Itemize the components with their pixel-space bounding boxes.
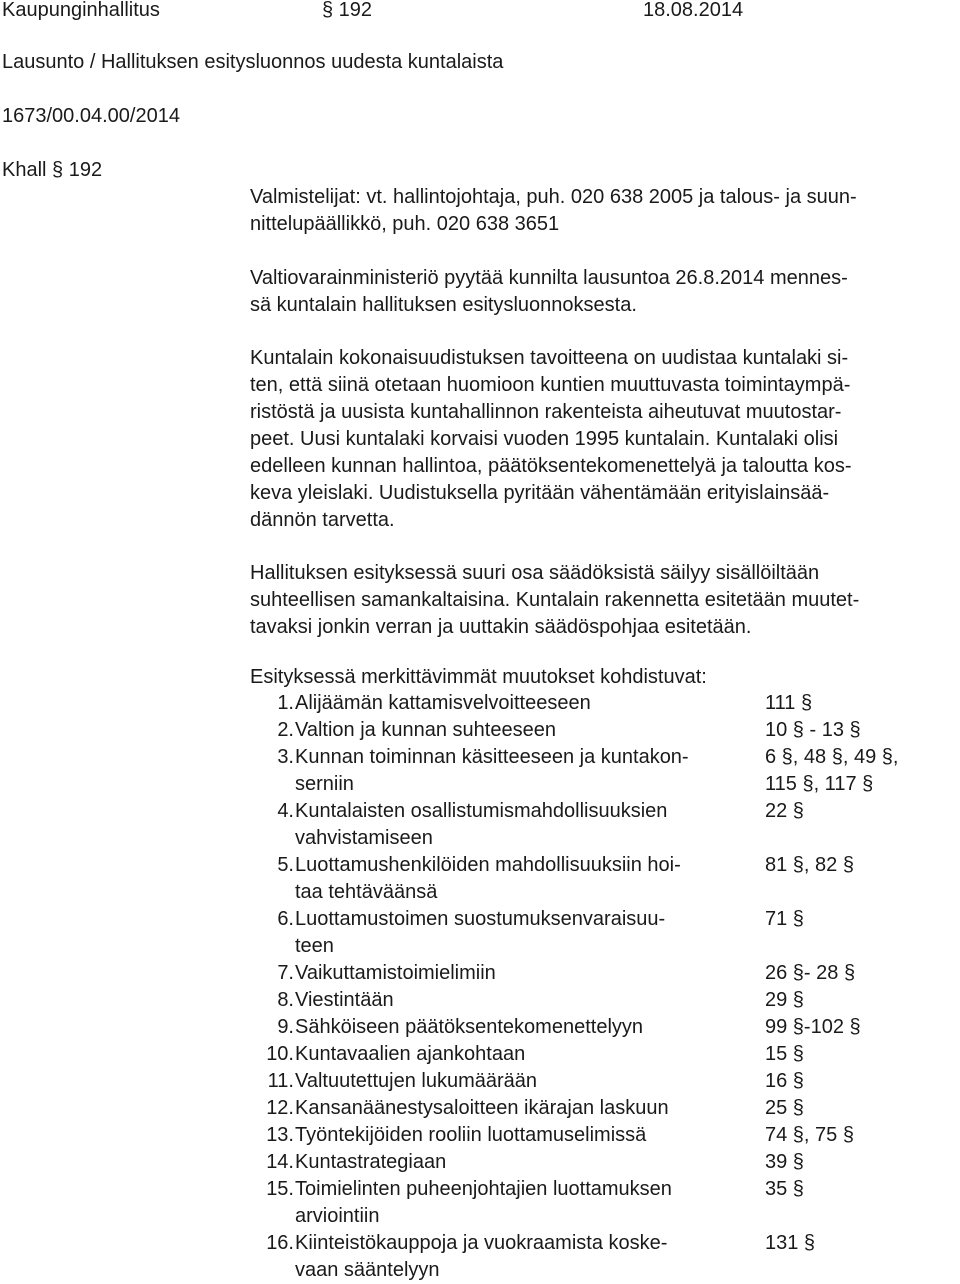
list-item-text: [295, 1068, 765, 1095]
list-item: [250, 744, 950, 798]
meeting-reference: Khall § 192: [2, 159, 103, 181]
list-item-section-ref: [765, 798, 950, 852]
list-item: [250, 1122, 950, 1149]
section-ref-line: 131 §: [765, 1232, 816, 1254]
request-paragraph: [250, 265, 950, 319]
section-ref-line: 26 §- 28 §: [765, 962, 856, 984]
section-ref-line: 81 §, 82 §: [765, 854, 854, 876]
paragraph-line: peet. Uusi kuntalaki korvaisi vuoden 1995 kuntalain. Kuntalaki olisi: [250, 428, 839, 450]
list-item-number: 13.: [266, 1124, 294, 1146]
paragraph-line: keva yleislaki. Uudistuksella pyritään vähentämään erityislainsää-: [250, 482, 830, 504]
list-item-section-ref: [765, 717, 950, 744]
list-item-number: 7.: [277, 962, 294, 984]
list-item-text-line: Vaikuttamistoimielimiin: [295, 962, 496, 984]
paragraph-line: Valmistelijat: vt. hallintojohtaja, puh. 020 638 2005 ja talous- ja suun-: [250, 186, 857, 208]
paragraph-line: ristöstä ja uusista kuntahallinnon rakenteista aiheutuvat muutostar-: [250, 401, 842, 423]
list-item-number: 3.: [277, 746, 294, 768]
paragraph-line: Valtiovarainministeriö pyytää kunnilta lausuntoa 26.8.2014 mennes-: [250, 267, 848, 289]
list-item-text-line: Sähköiseen päätöksentekomenettelyyn: [295, 1016, 644, 1038]
list-item-text-line: Kuntalaisten osallistumismahdollisuuksien: [295, 800, 668, 822]
list-item-section-ref: [765, 852, 950, 906]
section-ref-line: 39 §: [765, 1151, 804, 1173]
list-item-text-line: Toimielinten puheenjohtajien luottamuksen: [295, 1178, 672, 1200]
list-item: [250, 960, 950, 987]
list-item: [250, 1014, 950, 1041]
list-item-number: 5.: [277, 854, 294, 876]
list-item-text-line: Työntekijöiden rooliin luottamuselimissä: [295, 1124, 647, 1146]
section-ref-line: 10 § - 13 §: [765, 719, 861, 741]
list-item-text: [295, 1014, 765, 1041]
preparers-paragraph: [250, 184, 950, 238]
paragraph-line: dännön tarvetta.: [250, 509, 395, 531]
list-item: [250, 1095, 950, 1122]
list-item-text: [295, 1122, 765, 1149]
list-item-text-line: teen: [295, 935, 334, 957]
list-item-section-ref: [765, 1041, 950, 1068]
structure-paragraph: [250, 560, 950, 641]
list-item-text: [295, 744, 765, 798]
paragraph-line: ten, että siinä otetaan huomioon kuntien muuttuvasta toimintaympä-: [250, 374, 851, 396]
list-item-section-ref: [765, 1014, 950, 1041]
list-item-section-ref: [765, 1095, 950, 1122]
paragraph-line: edelleen kunnan hallintoa, päätöksentekomenettelyä ja taloutta kos-: [250, 455, 852, 477]
list-item-number: 2.: [277, 719, 294, 741]
section-ref-line: 71 §: [765, 908, 804, 930]
paragraph-line: nittelupäällikkö, puh. 020 638 3651: [250, 213, 560, 235]
section-ref-line: 74 §, 75 §: [765, 1124, 854, 1146]
list-item-text: [295, 987, 765, 1014]
list-item-text-line: Kuntavaalien ajankohtaan: [295, 1043, 526, 1065]
list-item-number: 10.: [266, 1043, 294, 1065]
list-item-text: [295, 1149, 765, 1176]
list-item-number: 8.: [277, 989, 294, 1011]
list-item-text: [295, 852, 765, 906]
list-item: [250, 1041, 950, 1068]
list-item-text: [295, 1230, 765, 1284]
list-item-text: [295, 1041, 765, 1068]
section-ref-line: 25 §: [765, 1097, 804, 1119]
list-item: [250, 906, 950, 960]
list-item-number: 16.: [266, 1232, 294, 1254]
list-item-section-ref: [765, 1068, 950, 1095]
list-item-text-line: taa tehtäväänsä: [295, 881, 438, 903]
list-item-number: 12.: [266, 1097, 294, 1119]
list-item-section-ref: [765, 690, 950, 717]
section-ref-line: 99 §-102 §: [765, 1016, 861, 1038]
list-item-section-ref: [765, 987, 950, 1014]
list-item-number: 1.: [277, 692, 294, 714]
list-item-text: [295, 717, 765, 744]
list-item-text-line: vaan sääntelyyn: [295, 1259, 440, 1281]
paragraph-line: Kuntalain kokonaisuudistuksen tavoitteena on uudistaa kuntalaki si-: [250, 347, 849, 369]
header-date: 18.08.2014: [643, 0, 744, 21]
list-item-text: [295, 798, 765, 852]
list-item-number: 6.: [277, 908, 294, 930]
list-item: [250, 1176, 950, 1230]
list-item-section-ref: [765, 1149, 950, 1176]
list-item: [250, 798, 950, 852]
list-item-number: 9.: [277, 1016, 294, 1038]
list-item-section-ref: [765, 1230, 950, 1284]
section-ref-line: 111 §: [765, 692, 813, 714]
section-ref-line: 16 §: [765, 1070, 804, 1092]
list-item-text-line: Luottamustoimen suostumuksenvaraisuu-: [295, 908, 666, 930]
list-item: [250, 1149, 950, 1176]
list-item-text: [295, 960, 765, 987]
list-item-text-line: Valtion ja kunnan suhteeseen: [295, 719, 556, 741]
section-ref-line: 35 §: [765, 1178, 804, 1200]
list-item-section-ref: [765, 960, 950, 987]
paragraph-line: sä kuntalain hallituksen esitysluonnoksesta.: [250, 294, 637, 316]
header-body: Kaupunginhallitus: [2, 0, 160, 21]
list-item: [250, 690, 950, 717]
list-item-text-line: arviointiin: [295, 1205, 380, 1227]
section-ref-line: 6 §, 48 §, 49 §,: [765, 746, 899, 768]
record-number: 1673/00.04.00/2014: [2, 105, 180, 127]
header-section: § 192: [322, 0, 373, 21]
list-item-number: 14.: [266, 1151, 294, 1173]
list-item-text-line: Valtuutettujen lukumäärään: [295, 1070, 538, 1092]
list-item: [250, 717, 950, 744]
list-item: [250, 1230, 950, 1284]
list-item-text: [295, 1176, 765, 1230]
list-intro: Esityksessä merkittävimmät muutokset kohdistuvat:: [250, 666, 707, 688]
list-item-text-line: Kansanäänestysaloitteen ikärajan laskuun: [295, 1097, 669, 1119]
paragraph-line: tavaksi jonkin verran ja uuttakin säädöspohjaa esitetään.: [250, 616, 752, 638]
list-item-number: 11.: [267, 1070, 294, 1092]
list-item-section-ref: [765, 1122, 950, 1149]
list-item-section-ref: [765, 744, 950, 798]
goal-paragraph: [250, 345, 950, 534]
list-item: [250, 1068, 950, 1095]
section-ref-line: 22 §: [765, 800, 804, 822]
list-item-section-ref: [765, 1176, 950, 1230]
section-ref-line: 115 §, 117 §: [765, 773, 874, 795]
list-item-section-ref: [765, 906, 950, 960]
list-item-text-line: vahvistamiseen: [295, 827, 433, 849]
list-item-text-line: Alijäämän kattamisvelvoitteeseen: [295, 692, 591, 714]
list-item-text: [295, 690, 765, 717]
list-item: [250, 987, 950, 1014]
list-item-text-line: Luottamushenkilöiden mahdollisuuksiin hoi-: [295, 854, 681, 876]
document-title: Lausunto / Hallituksen esitysluonnos uudesta kuntalaista: [2, 51, 504, 73]
list-item-text-line: serniin: [295, 773, 354, 795]
list-item-text: [295, 1095, 765, 1122]
paragraph-line: Hallituksen esityksessä suuri osa säädöksistä säilyy sisällöiltään: [250, 562, 820, 584]
changes-list: [250, 690, 950, 1284]
section-ref-line: 29 §: [765, 989, 804, 1011]
list-item-text-line: Kiinteistökauppoja ja vuokraamista koske-: [295, 1232, 668, 1254]
paragraph-line: suhteellisen samankaltaisina. Kuntalain rakennetta esitetään muutet-: [250, 589, 860, 611]
list-item-number: 15.: [266, 1178, 294, 1200]
list-item-text-line: Kunnan toiminnan käsitteeseen ja kuntakon-: [295, 746, 689, 768]
list-item-text: [295, 906, 765, 960]
list-item-text-line: Viestintään: [295, 989, 394, 1011]
list-item-number: 4.: [277, 800, 294, 822]
section-ref-line: 15 §: [765, 1043, 804, 1065]
list-item: [250, 852, 950, 906]
list-item-text-line: Kuntastrategiaan: [295, 1151, 447, 1173]
